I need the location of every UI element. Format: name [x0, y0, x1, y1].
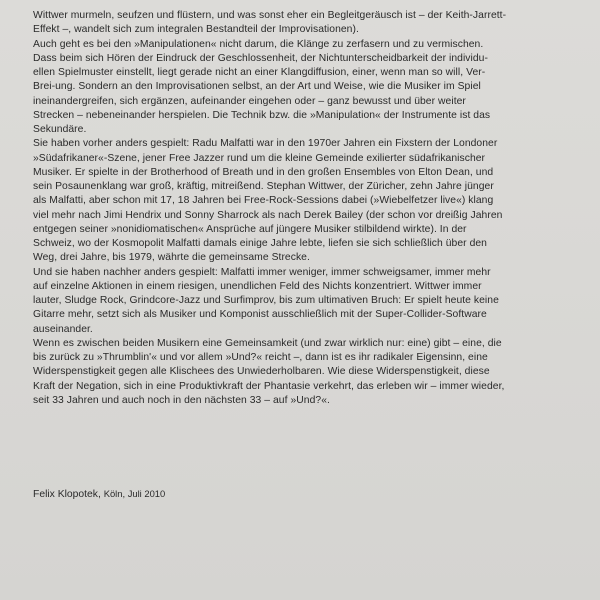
text-line: Schweiz, wo der Kosmopolit Malfatti damals einige Jahre lebte, liefen sie sich schließlich über den — [33, 238, 487, 249]
text-line: auseinander. — [33, 323, 93, 335]
text-line: seit 33 Jahren und auch noch in den nächsten 33 – auf »Und?«. — [33, 394, 330, 406]
text-line: ineinandergreifen, sich ergänzen, aufeinander eingehen oder – ganz bewusst und über weiter — [33, 95, 466, 107]
text-line: Weg, drei Jahre, bis 1979, währte die gemeinsame Strecke. — [33, 252, 310, 264]
signature-place-date: Köln, Juli 2010 — [103, 488, 166, 499]
text-line: Wittwer murmeln, seufzen und flüstern, und was sonst eher ein Begleitgeräusch ist – der Keith-Jarrett- — [33, 10, 507, 21]
text-line: ellen Spielmuster einstellt, liegt gerade nicht an einer Klangdiffusion, einer, wenn man so will, Ver- — [33, 67, 486, 78]
text-line: Wenn es zwischen beiden Musikern eine Gemeinsamkeit (und zwar wirklich nur: eine) gibt – eine, die — [33, 337, 502, 349]
text-line: »Südafrikaner«-Szene, jener Free Jazzer rund um die kleine Gemeinde exilierter südafrikanischer — [33, 152, 486, 164]
text-line: Sie haben vorher anders gespielt: Radu Malfatti war in den 1970er Jahren ein Fixstern der Londoner — [33, 138, 498, 150]
signature-author: Felix Klopotek — [33, 489, 98, 500]
text-line: Brei-ung. Sondern an den Improvisationen selbst, an der Art und Weise, wie die Musiker im Spiel — [33, 81, 481, 93]
text-line: sein Posaunenklang war groß, kräftig, mitreißend. Stephan Wittwer, der Züricher, zehn Jahre jünger — [33, 181, 494, 192]
text-line: auf einzelne Aktionen in einem riesigen, unendlichen Feld des Nichts konzentriert. Wittwer immer — [33, 280, 482, 292]
text-line: Gitarre mehr, setzt sich als Musiker und Komponist ausschließlich mit der Super-Collider-Software — [33, 309, 487, 321]
essay-text — [33, 9, 583, 408]
text-line: Effekt –, wandelt sich zum integralen Bestandteil der Improvisationen). — [33, 24, 359, 36]
text-line: Sekundäre. — [33, 124, 87, 135]
text-line: Dass beim sich Hören der Eindruck der Geschlossenheit, der Nichtunterscheidbarkeit der individu- — [33, 52, 488, 64]
text-line: bis zurück zu »Thrumblin'« und vor allem »Und?« reicht –, dann ist es ihr radikaler Eigensinn, eine — [33, 352, 488, 363]
text-line: Und sie haben nachher anders gespielt: Malfatti immer weniger, immer schweigsamer, immer mehr — [33, 266, 491, 278]
text-line: entgegen seiner »nonidiomatischen« Ansprüche auf jüngere Musiker stilbildend wirkte). In der — [33, 223, 467, 235]
signature: Felix Klopotek, Köln, Juli 2010 — [33, 488, 166, 500]
text-line: Strecken – nebeneinander herspielen. Die Technik bzw. die »Manipulation« der Instrumente ist das — [33, 109, 491, 121]
text-line: viel mehr nach Jimi Hendrix und Sonny Sharrock als nach Derek Bailey (der schon vor dreißig Jahren — [33, 209, 503, 221]
text-line: Kraft der Negation, sich in eine Produktivkraft der Phantasie verkehrt, das erleben wir – immer wieder, — [33, 380, 505, 392]
text-line: lauter, Sludge Rock, Grindcore-Jazz und Surfimprov, bis zum ultimativen Bruch: Er spielt heute keine — [33, 295, 499, 306]
text-line: Auch geht es bei den »Manipulationen« nicht darum, die Klänge zu zerfasern und zu vermischen. — [33, 38, 484, 50]
text-line: Widerspenstigkeit gegen alle Klischees des Unwiederholbaren. Wie diese Widerspenstigkeit, diese — [33, 366, 490, 378]
text-line: als Malfatti, aber schon mit 17, 18 Jahren bei Free-Rock-Sessions dabei (»Wiebelfetzer live«) klang — [33, 195, 494, 207]
text-line: Musiker. Er spielte in der Brotherhood of Breath und in den großen Ensembles von Elton Dean, und — [33, 166, 494, 178]
